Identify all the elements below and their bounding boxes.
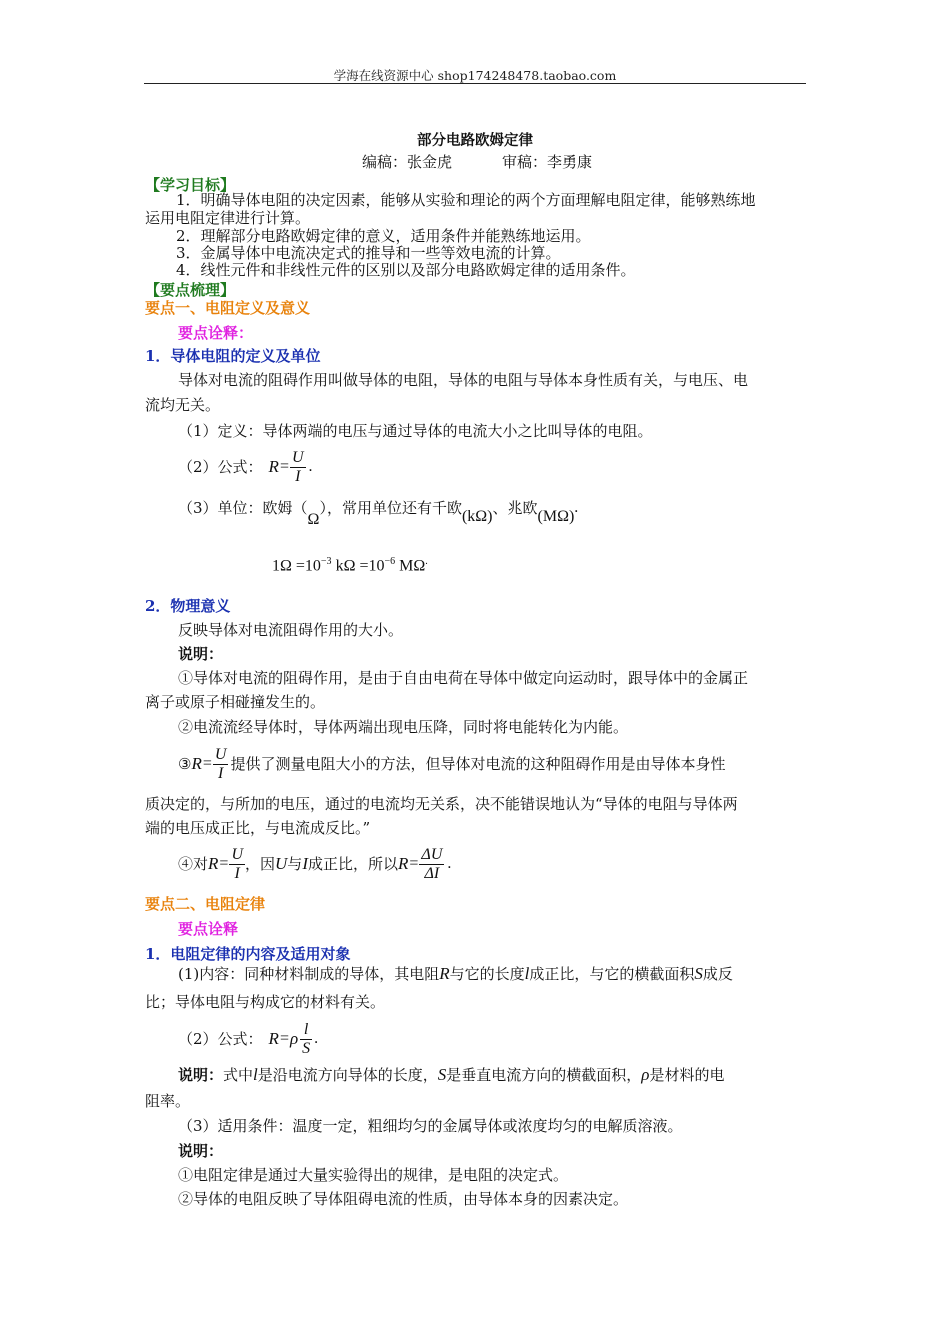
unit-mid: ），常用单位还有千欧: [319, 499, 462, 517]
point2-note2: ②导体的电阻反映了导体阻碍电流的性质，由导体本身的因素决定。: [178, 1190, 629, 1208]
point1-def: （1）定义：导体两端的电压与通过导体的电流大小之比叫导体的电阻。: [178, 422, 653, 440]
unit-M: (MΩ): [537, 508, 575, 525]
goals-heading: 【学习目标】: [145, 176, 236, 194]
goal-item: 3．金属导体中电流决定式的推导和一些等效电流的计算。: [176, 244, 561, 262]
unit-k: (kΩ): [461, 508, 493, 525]
page-header: 学海在线资源中心 shop174248478.taobao.com: [333, 68, 617, 83]
point2-h1: 1．电阻定律的内容及适用对象: [145, 945, 351, 963]
note1a: ①导体对电流的阻碍作用，是由于自由电荷在导体中做定向运动时，跟导体中的金属正: [178, 669, 749, 687]
point1-heading: 要点一、电阻定义及意义: [145, 299, 311, 317]
point1-h1: 1．导体电阻的定义及单位: [145, 347, 321, 365]
point2-note-label: 说明：: [178, 1142, 224, 1160]
note3: ③ R = $\frac{U}{I}$ 提供了测量电阻大小的方法，但导体对电流的这种阻碍作用是由导体本身性: [178, 745, 726, 782]
point1-sub: 要点诠释：: [178, 324, 254, 342]
point1-meaning: 反映导体对电流阻碍作用的大小。: [178, 621, 404, 639]
reviewer: 审稿：李勇康: [502, 153, 593, 171]
points-heading: 【要点梳理】: [145, 281, 236, 299]
formula-R: R: [268, 457, 279, 476]
point2-cond: （3）适用条件：温度一定，粗细均匀的金属导体或浓度均匀的电解质溶液。: [178, 1117, 683, 1135]
point2-heading: 要点二、电阻定律: [145, 895, 266, 913]
point2-expl-a: 说明：式中l是沿电流方向导体的长度，S是垂直电流方向的横截面积，ρ是材料的电: [178, 1065, 725, 1084]
formula-fraction: $\frac{U}{I}$: [291, 448, 304, 485]
point1-para1a: 导体对电流的阻碍作用叫做导体的电阻，导体的电阻与导体本身性质有关，与电压、电: [178, 371, 749, 389]
unit-label: （3）单位：欧姆（: [178, 499, 308, 517]
goal-item: 运用电阻定律进行计算。: [145, 209, 311, 227]
unit-mid2: 、兆欧: [492, 499, 538, 517]
formula-label: （2）公式：: [178, 458, 263, 476]
note2: ②电流流经导体时，导体两端出现电压降，同时将电能转化为内能。: [178, 718, 629, 736]
point2-content-b: 比；导体电阻与构成它的材料有关。: [145, 993, 386, 1011]
point2-sub: 要点诠释: [178, 920, 239, 938]
point2-formula: （2）公式： R = ρ $\frac{l}{S}$ .: [178, 1020, 319, 1057]
point1-unit: （3）单位：欧姆（ Ω ），常用单位还有千欧 (kΩ) 、兆欧 (MΩ) .: [178, 499, 579, 528]
note1b: 离子或原子相碰撞发生的。: [145, 693, 326, 711]
unit-conversion: $1\Omega =10^{-3}$ $k\Omega =10^{-6}$ MΩ.: [272, 556, 428, 575]
editor: 编稿：张金虎: [362, 153, 453, 171]
point1-para1b: 流均无关。: [145, 396, 221, 414]
point1-h2: 2．物理意义: [145, 597, 231, 615]
goal-item: 2．理解部分电路欧姆定律的意义，适用条件并能熟练地运用。: [176, 227, 591, 245]
point2-expl-b: 阻率。: [145, 1092, 191, 1110]
header-rule: [144, 83, 806, 84]
point2-content-a: (1)内容：同种材料制成的导体，其电阻R与它的长度l成正比，与它的横截面积S成反: [178, 964, 733, 983]
note3c: 端的电压成正比，与电流成反比。”: [145, 819, 371, 837]
point2-note1: ①电阻定律是通过大量实验得出的规律，是电阻的决定式。: [178, 1166, 569, 1184]
goal-item: 4．线性元件和非线性元件的区别以及部分电路欧姆定律的适用条件。: [176, 261, 636, 279]
note4: ④对 R = $\frac{U}{I}$ ，因 U 与 I 成正比，所以 R = $\frac{\Delta U}{\Delta I}$ .: [178, 845, 452, 882]
note3b: 质决定的，与所加的电压，通过的电流均无关系，决不能错误地认为“导体的电阻与导体两: [145, 795, 738, 813]
note-label: 说明：: [178, 645, 224, 663]
point1-formula: （2）公式： R = $\frac{U}{I}$ .: [178, 448, 313, 485]
goal-item: 1．明确导体电阻的决定因素，能够从实验和理论的两个方面理解电阻定律，能够熟练地: [176, 191, 756, 209]
unit-omega: Ω: [307, 511, 320, 528]
doc-title: 部分电路欧姆定律: [417, 132, 533, 149]
doc-authors: [362, 151, 592, 172]
